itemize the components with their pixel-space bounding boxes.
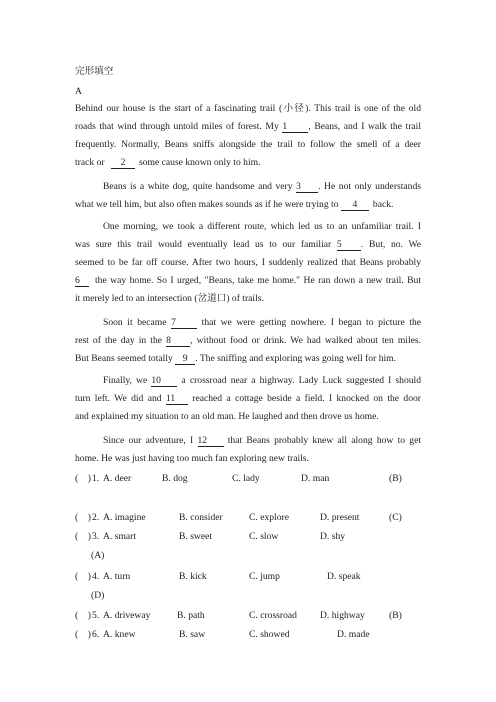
passage-line: Soon it became 7 that we were getting nowhere. I began to picture the	[103, 317, 421, 328]
option-b[interactable]: B. sweet	[179, 531, 213, 542]
option-b[interactable]: B. dog	[162, 473, 188, 484]
passage-line: was sure this trail would eventually lead us to our familiar 5 . But, no. We	[75, 239, 422, 250]
answer-paren[interactable]: ( )	[75, 531, 91, 542]
doc-title: 完形填空	[75, 66, 114, 77]
passage-line: 6 the way home. So I urged, "Beans, take me home." He ran down a new trail. But	[75, 275, 421, 286]
answer-key: (B)	[389, 610, 402, 621]
option-b[interactable]: B. consider	[179, 512, 223, 523]
option-d[interactable]: D. shy	[320, 531, 346, 542]
section-label: A	[75, 86, 82, 97]
option-c[interactable]: C. jump	[249, 571, 280, 582]
blank-8[interactable]: 8	[166, 336, 190, 347]
option-d[interactable]: D. present	[320, 512, 360, 523]
option-b[interactable]: B. path	[177, 610, 205, 621]
passage-line: what we tell him, but also often makes sounds as if he were trying to 4 back.	[75, 199, 394, 210]
option-a[interactable]: A. driveway	[103, 610, 151, 621]
answer-paren[interactable]: ( )	[75, 629, 91, 640]
option-c[interactable]: C. lady	[232, 473, 260, 484]
passage-line: Beans is a white dog, quite handsome and very 3 . He not only understands	[103, 181, 421, 192]
option-c[interactable]: C. crossroad	[249, 610, 297, 621]
passage-line: seemed to be far off course. After two hours, I suddenly realized that Beans probably	[75, 257, 421, 268]
answer-key: (A)	[91, 550, 105, 561]
option-d[interactable]: D. speak	[327, 571, 361, 582]
option-a[interactable]: A. imagine	[103, 512, 146, 523]
passage-line: track or 2 some cause known only to him.	[75, 157, 261, 168]
option-b[interactable]: B. saw	[179, 629, 206, 640]
passage-line: One morning, we took a different route, which led us to an unfamiliar trail. I	[103, 221, 421, 232]
answer-key: (C)	[389, 512, 402, 523]
document-page: 完形填空 A Behind our house is the start of a fascinating trail (小径). This trail is one of the old roads that wind through untold miles of forest. My 1 , Beans, and I walk the trail frequently. Normally, Beans sniffs alongside the trail to follow the smell of a deer track or 2 some cause known only to him. Beans is a white dog, quite handsome and very 3 . He not only understands what we tell him, but also often makes sounds as if he were trying to 4 back. One morning, we took a different route, which led us to an unfamiliar trail. I was sure this trail would eventually lead us to our familiar 5 . But, no. We seemed to be far off course. After two hours, I suddenly realized that Beans probably 6 the way home. So I urged, "Beans, take me home." He ran down a new trail. But it merely led to an intersection (岔道口) of trails. Soon it became 7 that we were getting nowhere. I began to picture the rest of the day in the 8 , without food or drink. We had walked about ten miles. But Beans seemed totally 9 . The sniffing and exploring was going well for him. Finally, we 10 a crossroad near a highway. Lady Luck suggested I should turn left. We did and 11 reached a cottage beside a field. I knocked on the door and explained my situation to an old man. He laughed and then drove us home. Since our adventure, I 12 that Beans probably knew all along how to get home. He was just having too much fan exploring new trails. ( ) 1. A. deer B. dog C. lady D. man (B) ( ) 2. A. imagine B. consider C. explore D. present (C) ( ) 3. A. smart B. sweet C. slow D. shy (A) ( ) 4. A. turn B. kick C. jump D. speak (D) ( ) 5. A. driveway B. path C. crossroad D. highway (B) ( ) 6. A. knew B. saw C. showed D. made	[75, 66, 422, 640]
answer-key: (B)	[389, 473, 402, 484]
answer-paren[interactable]: ( )	[75, 571, 91, 582]
passage-line: and explained my situation to an old man. He laughed and then drove us home.	[75, 411, 379, 422]
blank-6[interactable]: 6	[75, 276, 89, 287]
passage-line: Behind our house is the start of a fascinating trail (小径). This trail is one of the old	[75, 103, 421, 114]
blank-10[interactable]: 10	[151, 376, 177, 387]
option-a[interactable]: A. knew	[103, 629, 136, 640]
blank-1[interactable]: 1	[282, 122, 308, 133]
option-c[interactable]: C. slow	[249, 531, 279, 542]
option-c[interactable]: C. showed	[249, 629, 290, 640]
option-b[interactable]: B. kick	[179, 571, 207, 582]
answer-paren[interactable]: ( )	[75, 473, 91, 484]
answer-key: (D)	[91, 590, 105, 601]
passage-line: turn left. We did and 11 reached a cottage beside a field. I knocked on the door	[75, 393, 421, 404]
answer-paren[interactable]: ( )	[75, 512, 91, 523]
blank-9[interactable]: 9	[175, 354, 195, 365]
blank-5[interactable]: 5	[337, 240, 361, 251]
option-d[interactable]: D. man	[301, 473, 330, 484]
blank-12[interactable]: 12	[198, 436, 224, 447]
option-d[interactable]: D. highway	[320, 610, 365, 621]
passage-line: home. He was just having too much fan exploring new trails.	[75, 453, 309, 464]
option-a[interactable]: A. deer	[103, 473, 132, 484]
passage-line: rest of the day in the 8 , without food or drink. We had walked about ten miles.	[75, 335, 422, 346]
option-d[interactable]: D. made	[337, 629, 370, 640]
blank-4[interactable]: 4	[341, 200, 369, 211]
blank-3[interactable]: 3	[296, 182, 318, 193]
option-c[interactable]: C. explore	[249, 512, 289, 523]
passage-line: Finally, we 10 a crossroad near a highway. Lady Luck suggested I should	[103, 375, 422, 386]
passage-line: But Beans seemed totally 9 . The sniffing and exploring was going well for him.	[75, 353, 397, 364]
blank-2[interactable]: 2	[111, 158, 135, 169]
passage-line: Since our adventure, I 12 that Beans probably knew all along how to get	[103, 435, 422, 446]
passage-line: it merely led to an intersection (岔道口) of trails.	[75, 293, 264, 304]
blank-11[interactable]: 11	[166, 394, 188, 405]
option-a[interactable]: A. turn	[103, 571, 131, 582]
passage-line: frequently. Normally, Beans sniffs alongside the trail to follow the smell of a deer	[75, 139, 421, 150]
answer-paren[interactable]: ( )	[75, 610, 91, 621]
blank-7[interactable]: 7	[171, 318, 197, 329]
passage-line: roads that wind through untold miles of forest. My 1 , Beans, and I walk the trail	[75, 121, 421, 132]
option-a[interactable]: A. smart	[103, 531, 137, 542]
